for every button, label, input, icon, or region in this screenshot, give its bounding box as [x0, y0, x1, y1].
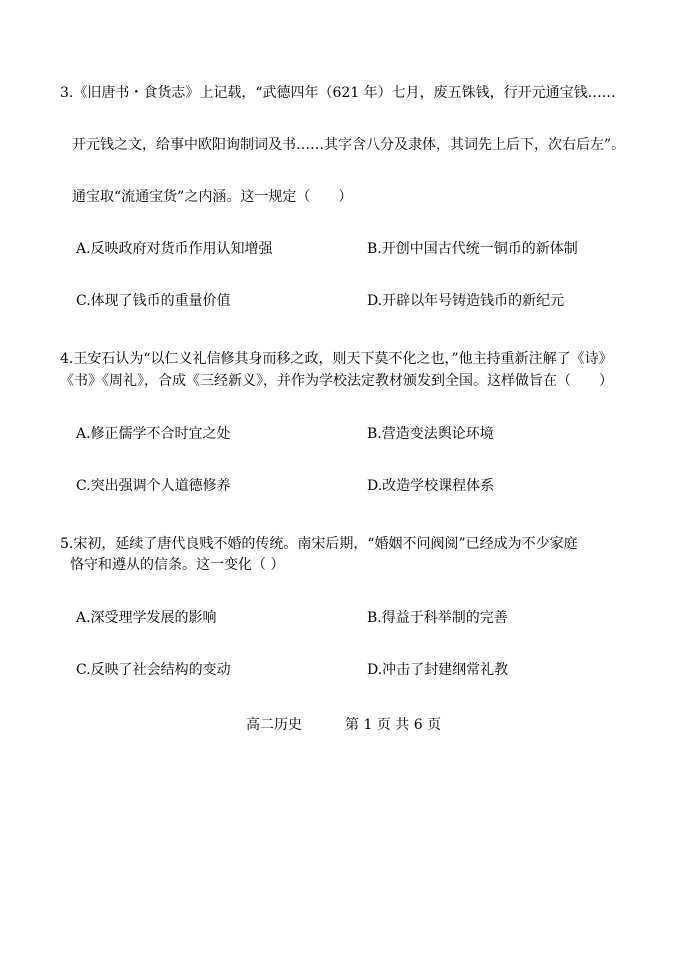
- question-3-option-a[interactable]: A.反映政府对货币作用认知增强: [76, 241, 273, 257]
- question-4-option-a[interactable]: A.修正儒学不合时宜之处: [76, 426, 231, 442]
- question-3-option-d[interactable]: D.开辟以年号铸造钱币的新纪元: [367, 293, 565, 309]
- footer-page-number: 第 1 页 共 6 页: [345, 717, 442, 733]
- question-5-option-b[interactable]: B.得益于科举制的完善: [367, 610, 508, 626]
- question-4-line-2: 《书》《周礼》，合成《三经新义》，并作为学校法定教材颁发到全国。这样做旨在（ ）: [60, 373, 613, 389]
- question-5-option-c[interactable]: C.反映了社会结构的变动: [76, 662, 231, 678]
- question-4-option-c[interactable]: C.突出强调个人道德修养: [76, 478, 231, 494]
- footer-subject: 高二历史: [246, 717, 302, 733]
- question-3-line-3: 通宝取“流通宝货”之内涵。这一规定（ ）: [72, 189, 353, 205]
- question-4-line-1: 4.王安石认为“以仁义礼信修其身而移之政，则天下莫不化之也，”他主持重新注解了《诗》: [60, 351, 613, 367]
- question-4-option-b[interactable]: B.营造变法舆论环境: [367, 426, 494, 442]
- question-5-line-2: 恪守和遵从的信条。这一变化（ ）: [70, 557, 285, 573]
- question-3-option-c[interactable]: C.体现了钱币的重量价值: [76, 293, 231, 309]
- question-3-option-b[interactable]: B.开创中国古代统一铜币的新体制: [367, 241, 578, 257]
- question-5-line-1: 5.宋初，延续了唐代良贱不婚的传统。南宋后期，“婚姻不问阀阅”已经成为不少家庭: [60, 536, 578, 552]
- question-4-option-d[interactable]: D.改造学校课程体系: [367, 478, 495, 494]
- question-5-option-d[interactable]: D.冲击了封建纲常礼教: [367, 662, 509, 678]
- question-5-option-a[interactable]: A.深受理学发展的影响: [76, 610, 217, 626]
- question-3-line-2: 开元钱之文，给事中欧阳询制词及书……其字含八分及隶体，其词先上后下，次右后左”。: [72, 137, 626, 153]
- question-3-line-1: 3.《旧唐书・食货志》上记载，“武德四年（621 年）七月，废五铢钱，行开元通宝钱……: [60, 85, 616, 101]
